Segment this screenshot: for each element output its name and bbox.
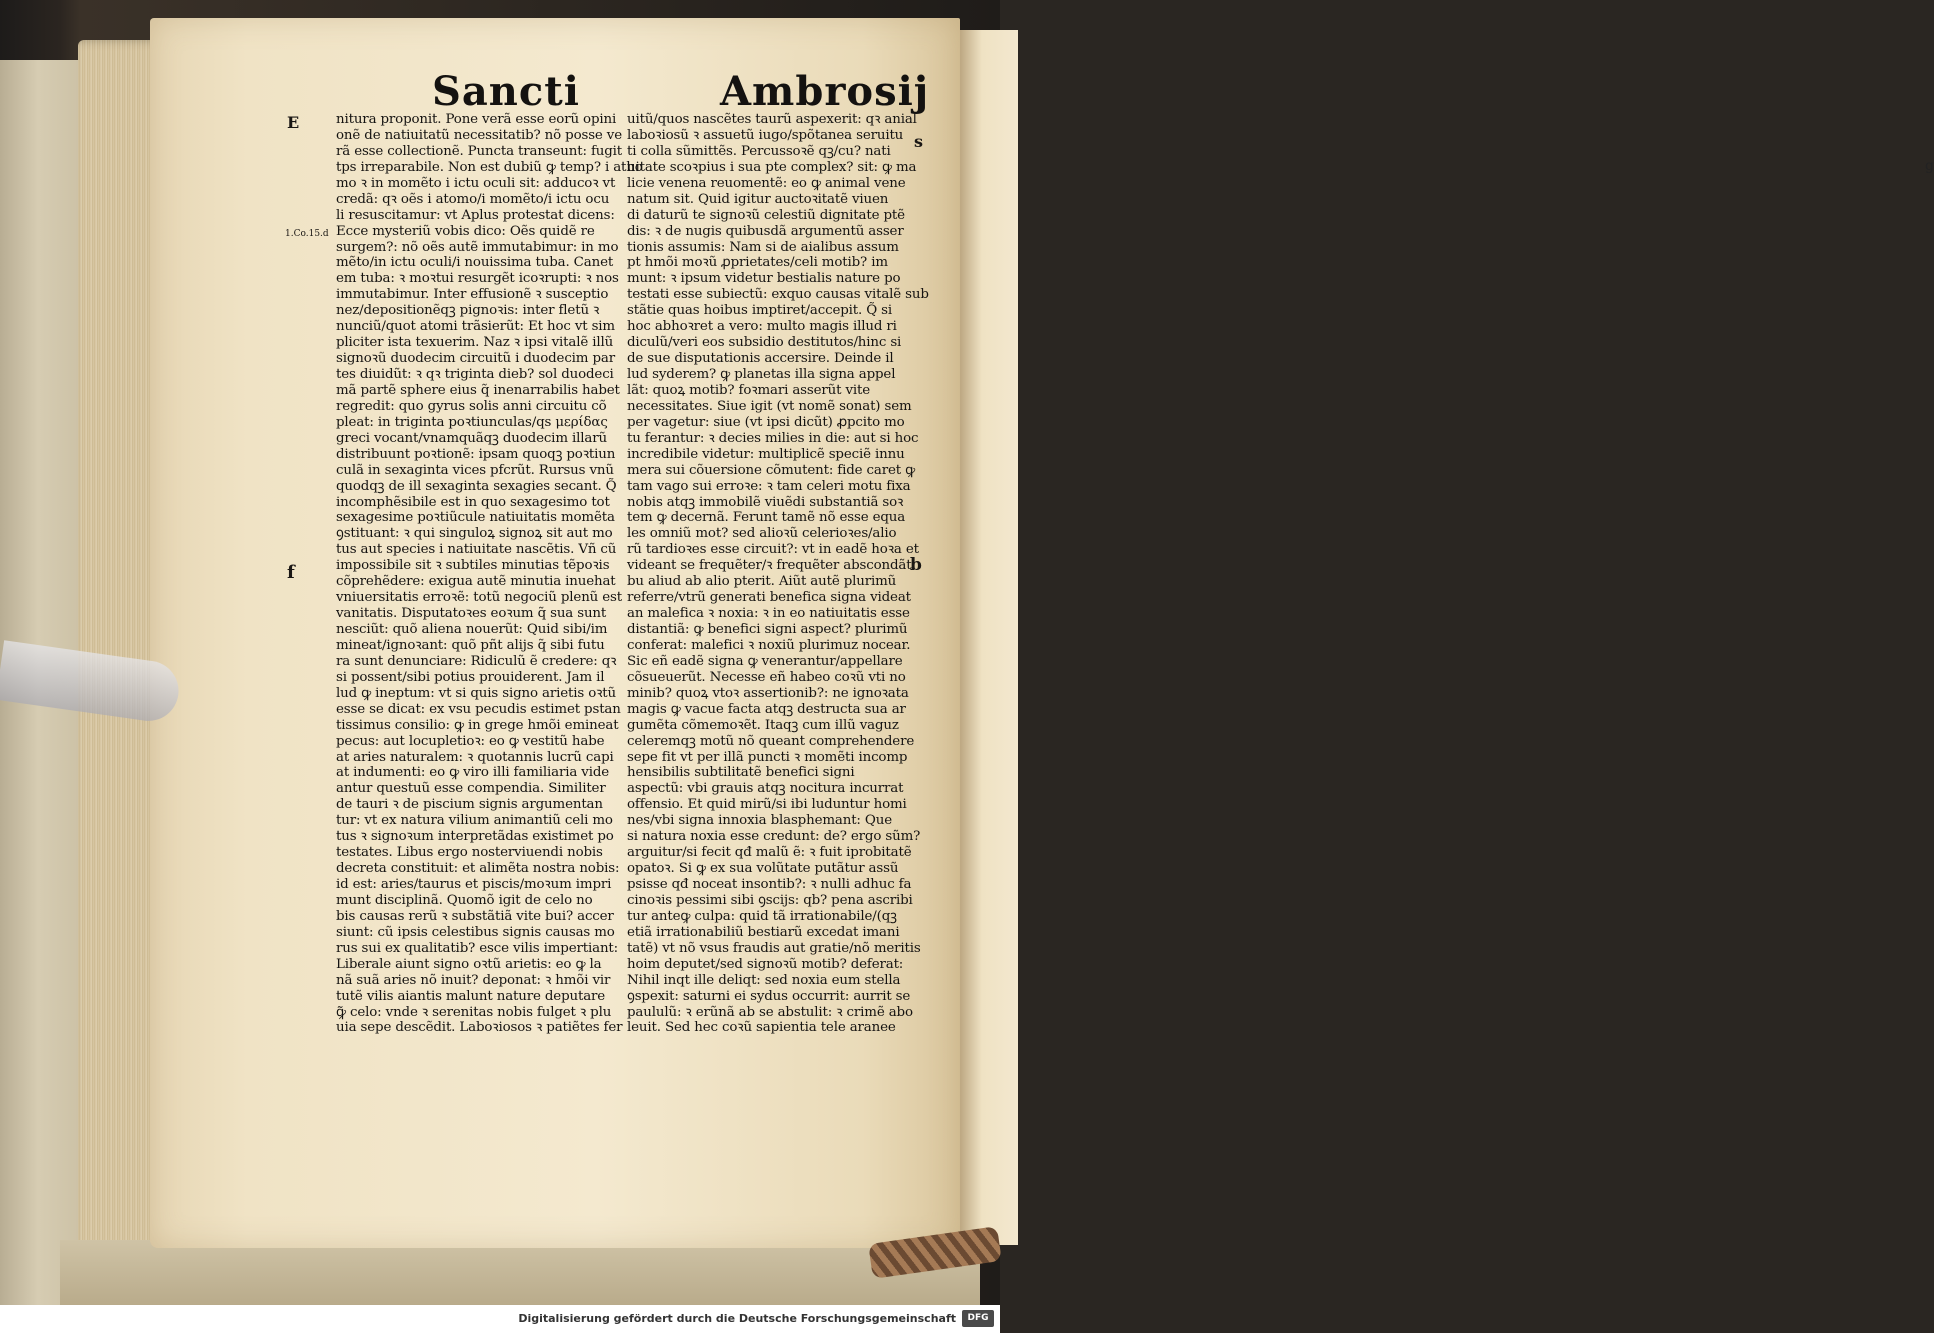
text-line: pliciter ista texuerim. Naz ꝛ ipsi vitalẽ illũ — [336, 335, 614, 351]
text-line: conferat: malefici ꝛ noxiũ plurimuz nocear. — [627, 637, 911, 653]
text-line: distantiã: ꝙ benefici signi aspect? plurimũ — [627, 622, 908, 637]
text-line: tps irreparabile. Non est dubiũ ꝙ temp? i atho — [336, 159, 643, 175]
text-line: tur: vt ex natura vilium animantiũ celi mo — [336, 813, 613, 829]
text-column-right — [627, 112, 929, 1036]
text-line: ti colla sũmittẽs. Percussoꝛẽ qꝫ/cu? nati — [627, 143, 891, 159]
text-line: vanitatis. Disputatoꝛes eoꝛum q̃ sua sunt — [336, 606, 607, 622]
text-line: nez/depositionẽqꝫ pignoꝛis: inter fletũ ꝛ — [336, 303, 600, 319]
text-line: decreta constituit: et alimẽta nostra nobis: — [336, 861, 620, 877]
text-line: testati esse subiectũ: exquo causas vitalẽ sub — [627, 287, 929, 303]
text-line: diculũ/veri eos subsidio destitutos/hinc si — [627, 335, 902, 351]
text-line: surgem?: nõ oẽs autẽ immutabimur: in mo — [336, 239, 619, 255]
text-line: nã suã aries nõ inuit? deponat: ꝛ hmõi vir — [336, 972, 611, 988]
text-line: uia sepe descẽdit. Laboꝛiosos ꝛ patiẽtes fer — [336, 1020, 623, 1036]
text-line: hoc abhoꝛret a vero: multo magis illud ri — [627, 319, 897, 335]
text-line: tus ꝛ signoꝛum interpretãdas existimet po — [336, 829, 614, 845]
text-line: tus aut species i natiuitate nascẽtis. Vñ cũ — [336, 542, 617, 558]
text-line: paululũ: ꝛ erũnã ab se abstulit: ꝛ crimẽ abo — [627, 1004, 913, 1020]
text-line: si natura noxia esse credunt: de? ergo sũm? — [627, 829, 921, 845]
text-line: sexagesime poꝛtiũcule natiuitatis momẽta — [336, 510, 615, 526]
text-line: offensio. Et quid mirũ/si ibi luduntur homi — [627, 797, 907, 813]
text-line: aspectũ: vbi grauis atqꝫ nocitura incurrat — [627, 781, 904, 797]
text-line: gumẽta cõmemoꝛẽt. Itaqꝫ cum illũ vaguz — [627, 717, 899, 733]
text-line: nunciũ/quot atomi trãsierũt: Et hoc vt sim — [336, 319, 615, 335]
text-line: tissimus consilio: ꝙ in grege hmõi emineat — [336, 717, 619, 733]
text-line: culã in sexaginta vices pfcrũt. Rursus vnũ — [336, 462, 614, 478]
text-line: les omniũ mot? sed alioꝛũ celerioꝛes/alio — [627, 526, 897, 542]
text-line: tu ferantur: ꝛ decies milies in die: aut si hoc — [627, 430, 919, 446]
text-line: bis causas rerũ ꝛ substãtiã vite bui? accer — [336, 908, 614, 924]
text-line: mineat/ignoꝛant: quõ pñt alijs q̃ sibi futu — [336, 637, 605, 653]
text-line: tem ꝙ decernã. Ferunt tamẽ nõ esse equa — [627, 510, 906, 526]
text-line: mẽto/in ictu oculi/i nouissima tuba. Canet — [336, 255, 614, 271]
text-line: onẽ de natiuitatũ necessitatib? nõ posse ve — [336, 127, 622, 143]
text-line: necessitates. Siue igit (vt nomẽ sonat) sem — [627, 398, 912, 414]
text-line: videant se frequẽter/ꝛ frequẽter abscondãt — [627, 558, 912, 574]
text-line: id est: aries/taurus et piscis/moꝛum impri — [336, 877, 612, 892]
text-line: hoim deputet/sed signoꝛũ motib? deferat: — [627, 956, 904, 972]
text-line: greci vocant/vnamquãqꝫ duodecim illarũ — [336, 430, 607, 446]
text-line: an malefica ꝛ noxia: ꝛ in eo natiuitatis esse — [627, 606, 910, 622]
text-line: referre/vtrũ generati benefica signa videat — [627, 590, 911, 606]
text-line: bu aliud ab alio pterit. Aiũt autẽ plurimũ — [627, 574, 897, 590]
text-line: esse se dicat: ex vsu pecudis estimet pstan — [336, 701, 621, 717]
text-line: pecus: aut locupletioꝛ: eo ꝙ vestitũ habe — [336, 733, 605, 749]
text-line: ꝯspexit: saturni ei sydus occurrit: aurrit se — [627, 988, 911, 1004]
text-line: dis: ꝛ de nugis quibusdã argumentũ asser — [627, 223, 904, 239]
text-line: celeremqꝫ motũ nõ queant comprehendere — [627, 733, 915, 749]
text-line: hensibilis subtilitatẽ benefici signi — [627, 765, 855, 781]
text-line: laboꝛiosũ ꝛ assuetũ iugo/spõtanea seruitu — [627, 127, 904, 143]
text-line: quodqꝫ de ill sexaginta sexagies secant. Q̃ — [336, 478, 617, 494]
text-line: Liberale aiunt signo oꝛtũ arietis: eo ꝙ la — [336, 956, 602, 972]
text-line: Ecce mysteriũ vobis dico: Oẽs quidẽ re — [336, 223, 595, 239]
text-line: testates. Libus ergo nosterviuendi nobis — [336, 845, 603, 861]
running-head-left: Sancti — [432, 68, 580, 115]
text-line: si possent/sibi potius prouiderent. Jam il — [336, 669, 605, 685]
footer-bar — [0, 1305, 1000, 1333]
text-line: de tauri ꝛ de piscium signis argumentan — [336, 797, 603, 813]
text-line: mo ꝛ in momẽto i ictu oculi sit: adducoꝛ vt — [336, 175, 616, 191]
text-line: leuit. Sed hec coꝛũ sapientia tele aranee — [627, 1020, 896, 1036]
text-line: ra sunt denunciare: Ridiculũ ẽ credere: qꝛ — [336, 653, 617, 669]
text-line: stãtie quas hoibus imptiret/accepit. Q̃ si — [627, 303, 893, 319]
text-line: antur questuũ esse compendia. Similiter — [336, 781, 606, 797]
text-line: mã partẽ sphere eius q̃ inenarrabilis habet — [336, 382, 620, 398]
text-line: lãt: quoꝝ motib? foꝛmari asserũt vite — [627, 382, 871, 398]
cover-bottom — [60, 1240, 980, 1305]
text-line: sepe fit vt per illã puncti ꝛ momẽti incomp — [627, 749, 908, 765]
text-line: signoꝛũ duodecim circuitũ i duodecim par — [336, 351, 615, 367]
facing-page-glyph: g — [1925, 158, 1934, 174]
text-line: Nihil inqt ille deliqt: sed noxia eum stella — [627, 972, 901, 988]
text-line: rũ tardioꝛes esse circuit?: vt in eadẽ hoꝛa et — [627, 542, 919, 558]
text-line: distribuunt poꝛtionẽ: ipsam quoqꝫ poꝛtiun — [336, 446, 616, 462]
text-line: li resuscitamur: vt Aplus protestat dicens: — [336, 207, 615, 223]
text-line: cõprehẽdere: exigua autẽ minutia inuehat — [336, 574, 616, 590]
margin-letter-e: E — [287, 113, 300, 132]
text-line: impossibile sit ꝛ subtiles minutias tẽpoꝛis — [336, 558, 610, 574]
margin-letter-f: f — [287, 562, 295, 583]
text-line: munt: ꝛ ipsum videtur bestialis nature po — [627, 271, 901, 287]
text-line: etiã irrationabiliũ bestiarũ excedat imani — [627, 924, 900, 940]
text-line: at aries naturalem: ꝛ quotannis lucrũ capi — [336, 749, 614, 765]
margin-letter-s: s — [914, 132, 924, 151]
text-line: Sic eñ eadẽ signa ꝙ venerantur/appellare — [627, 653, 903, 669]
text-line: nobis atqꝫ immobilẽ viuẽdi substantiã soꝛ — [627, 494, 904, 510]
dfg-logo: DFG — [962, 1310, 994, 1327]
text-line: em tuba: ꝛ moꝛtui resurgẽt icoꝛrupti: ꝛ nos — [336, 271, 619, 287]
text-line: pt hmõi moꝛũ ꝓprietates/celi motib? im — [627, 255, 888, 271]
funding-credit: Digitalisierung gefördert durch die Deutsche Forschungsgemeinschaft — [518, 1312, 956, 1325]
text-line: tutẽ vilis aiantis malunt nature deputare — [336, 988, 606, 1004]
text-line: tatẽ) vt nõ vsus fraudis aut gratie/nõ meritis — [627, 940, 921, 956]
text-line: natum sit. Quid igitur auctoꝛitatẽ viuen — [627, 191, 889, 207]
text-line: nesciũt: quõ aliena nouerũt: Quid sibi/im — [336, 622, 608, 637]
text-line: cõsueuerũt. Necesse eñ habeo coꝛũ vti no — [627, 669, 906, 685]
text-line: uitate scoꝛpius i sua pte complex? sit: ꝙ ma — [627, 159, 917, 175]
text-line: minib? quoꝝ vtoꝛ assertionib?: ne ignoꝛata — [627, 685, 909, 701]
text-line: regredit: quo gyrus solis anni circuitu cõ — [336, 398, 607, 414]
text-column-left — [336, 112, 643, 1036]
text-line: lud syderem? ꝙ planetas illa signa appel — [627, 367, 896, 382]
text-line: cinoꝛis pessimi sibi ꝯscijs: qb? pena ascribi — [627, 892, 913, 908]
text-line: ꝯstituant: ꝛ qui singuloꝝ signoꝝ sit aut mo — [336, 526, 613, 542]
text-line: arguitur/si fecit qđ malũ ẽ: ꝛ fuit iprobitatẽ — [627, 845, 912, 861]
text-line: munt disciplinã. Quomõ igit de celo no — [336, 892, 593, 908]
text-line: tes diuidũt: ꝛ qꝛ triginta dieb? sol duodeci — [336, 367, 614, 382]
text-line: magis ꝙ vacue facta atqꝫ destructa sua ar — [627, 701, 906, 717]
margin-reference: 1.Co.15.d — [285, 229, 329, 239]
text-line: lud ꝙ ineptum: vt si quis signo arietis oꝛtũ — [336, 685, 617, 701]
text-line: nitura proponit. Pone verã esse eorũ opini — [336, 112, 617, 127]
text-line: ꝙ̃ celo: vnde ꝛ serenitas nobis fulget ꝛ plu — [336, 1004, 612, 1020]
text-line: incredibile videtur: multiplicẽ speciẽ innu — [627, 446, 905, 462]
text-line: di daturũ te signoꝛũ celestiũ dignitate ptẽ — [627, 207, 905, 223]
text-line: credã: qꝛ oẽs i atomo/i momẽto/i ictu ocu — [336, 191, 610, 207]
text-line: licie venena reuomentẽ: eo ꝙ animal vene — [627, 175, 906, 191]
text-line: immutabimur. Inter effusionẽ ꝛ susceptio — [336, 287, 609, 303]
text-line: nes/vbi signa innoxia blasphemant: Que — [627, 813, 892, 829]
text-line: siunt: cũ ipsis celestibus signis causas mo — [336, 924, 615, 940]
text-line: tam vago sui erroꝛe: ꝛ tam celeri motu fixa — [627, 478, 911, 494]
text-line: tur anteꝙ culpa: quid tã irrationabile/(qꝫ — [627, 908, 897, 924]
margin-letter-b: b — [910, 555, 922, 575]
text-line: rã esse collectionẽ. Puncta transeunt: fugit — [336, 143, 623, 159]
text-line: mera sui cõuersione cõmutent: fide caret ꝙ — [627, 462, 915, 478]
running-head-right: Ambrosij — [720, 68, 930, 115]
text-line: psisse qđ noceat insontib?: ꝛ nulli adhuc fa — [627, 877, 912, 892]
text-line: rus sui ex qualitatib? esce vilis impertiant: — [336, 940, 619, 956]
text-line: incomphẽsibile est in quo sexagesimo tot — [336, 494, 610, 510]
text-line: de sue disputationis accersire. Deinde il — [627, 351, 894, 367]
text-line: at indumenti: eo ꝙ viro illi familiaria vide — [336, 765, 610, 781]
text-line: pleat: in triginta poꝛtiunculas/qs μερίδας — [336, 414, 608, 430]
text-line: uitũ/quos nascẽtes taurũ aspexerit: qꝛ anial — [627, 112, 917, 127]
text-line: opatoꝛ. Si ꝙ ex sua volũtate putãtur assũ — [627, 861, 899, 877]
text-line: per vagetur: siue (vt ipsi dicũt) ꝓpcito mo — [627, 414, 905, 430]
facing-page — [958, 30, 1934, 1245]
text-line: vniuersitatis erroꝛẽ: totũ negociũ plenũ est — [336, 590, 622, 606]
text-line: tionis assumis: Nam si de aialibus assum — [627, 239, 899, 255]
